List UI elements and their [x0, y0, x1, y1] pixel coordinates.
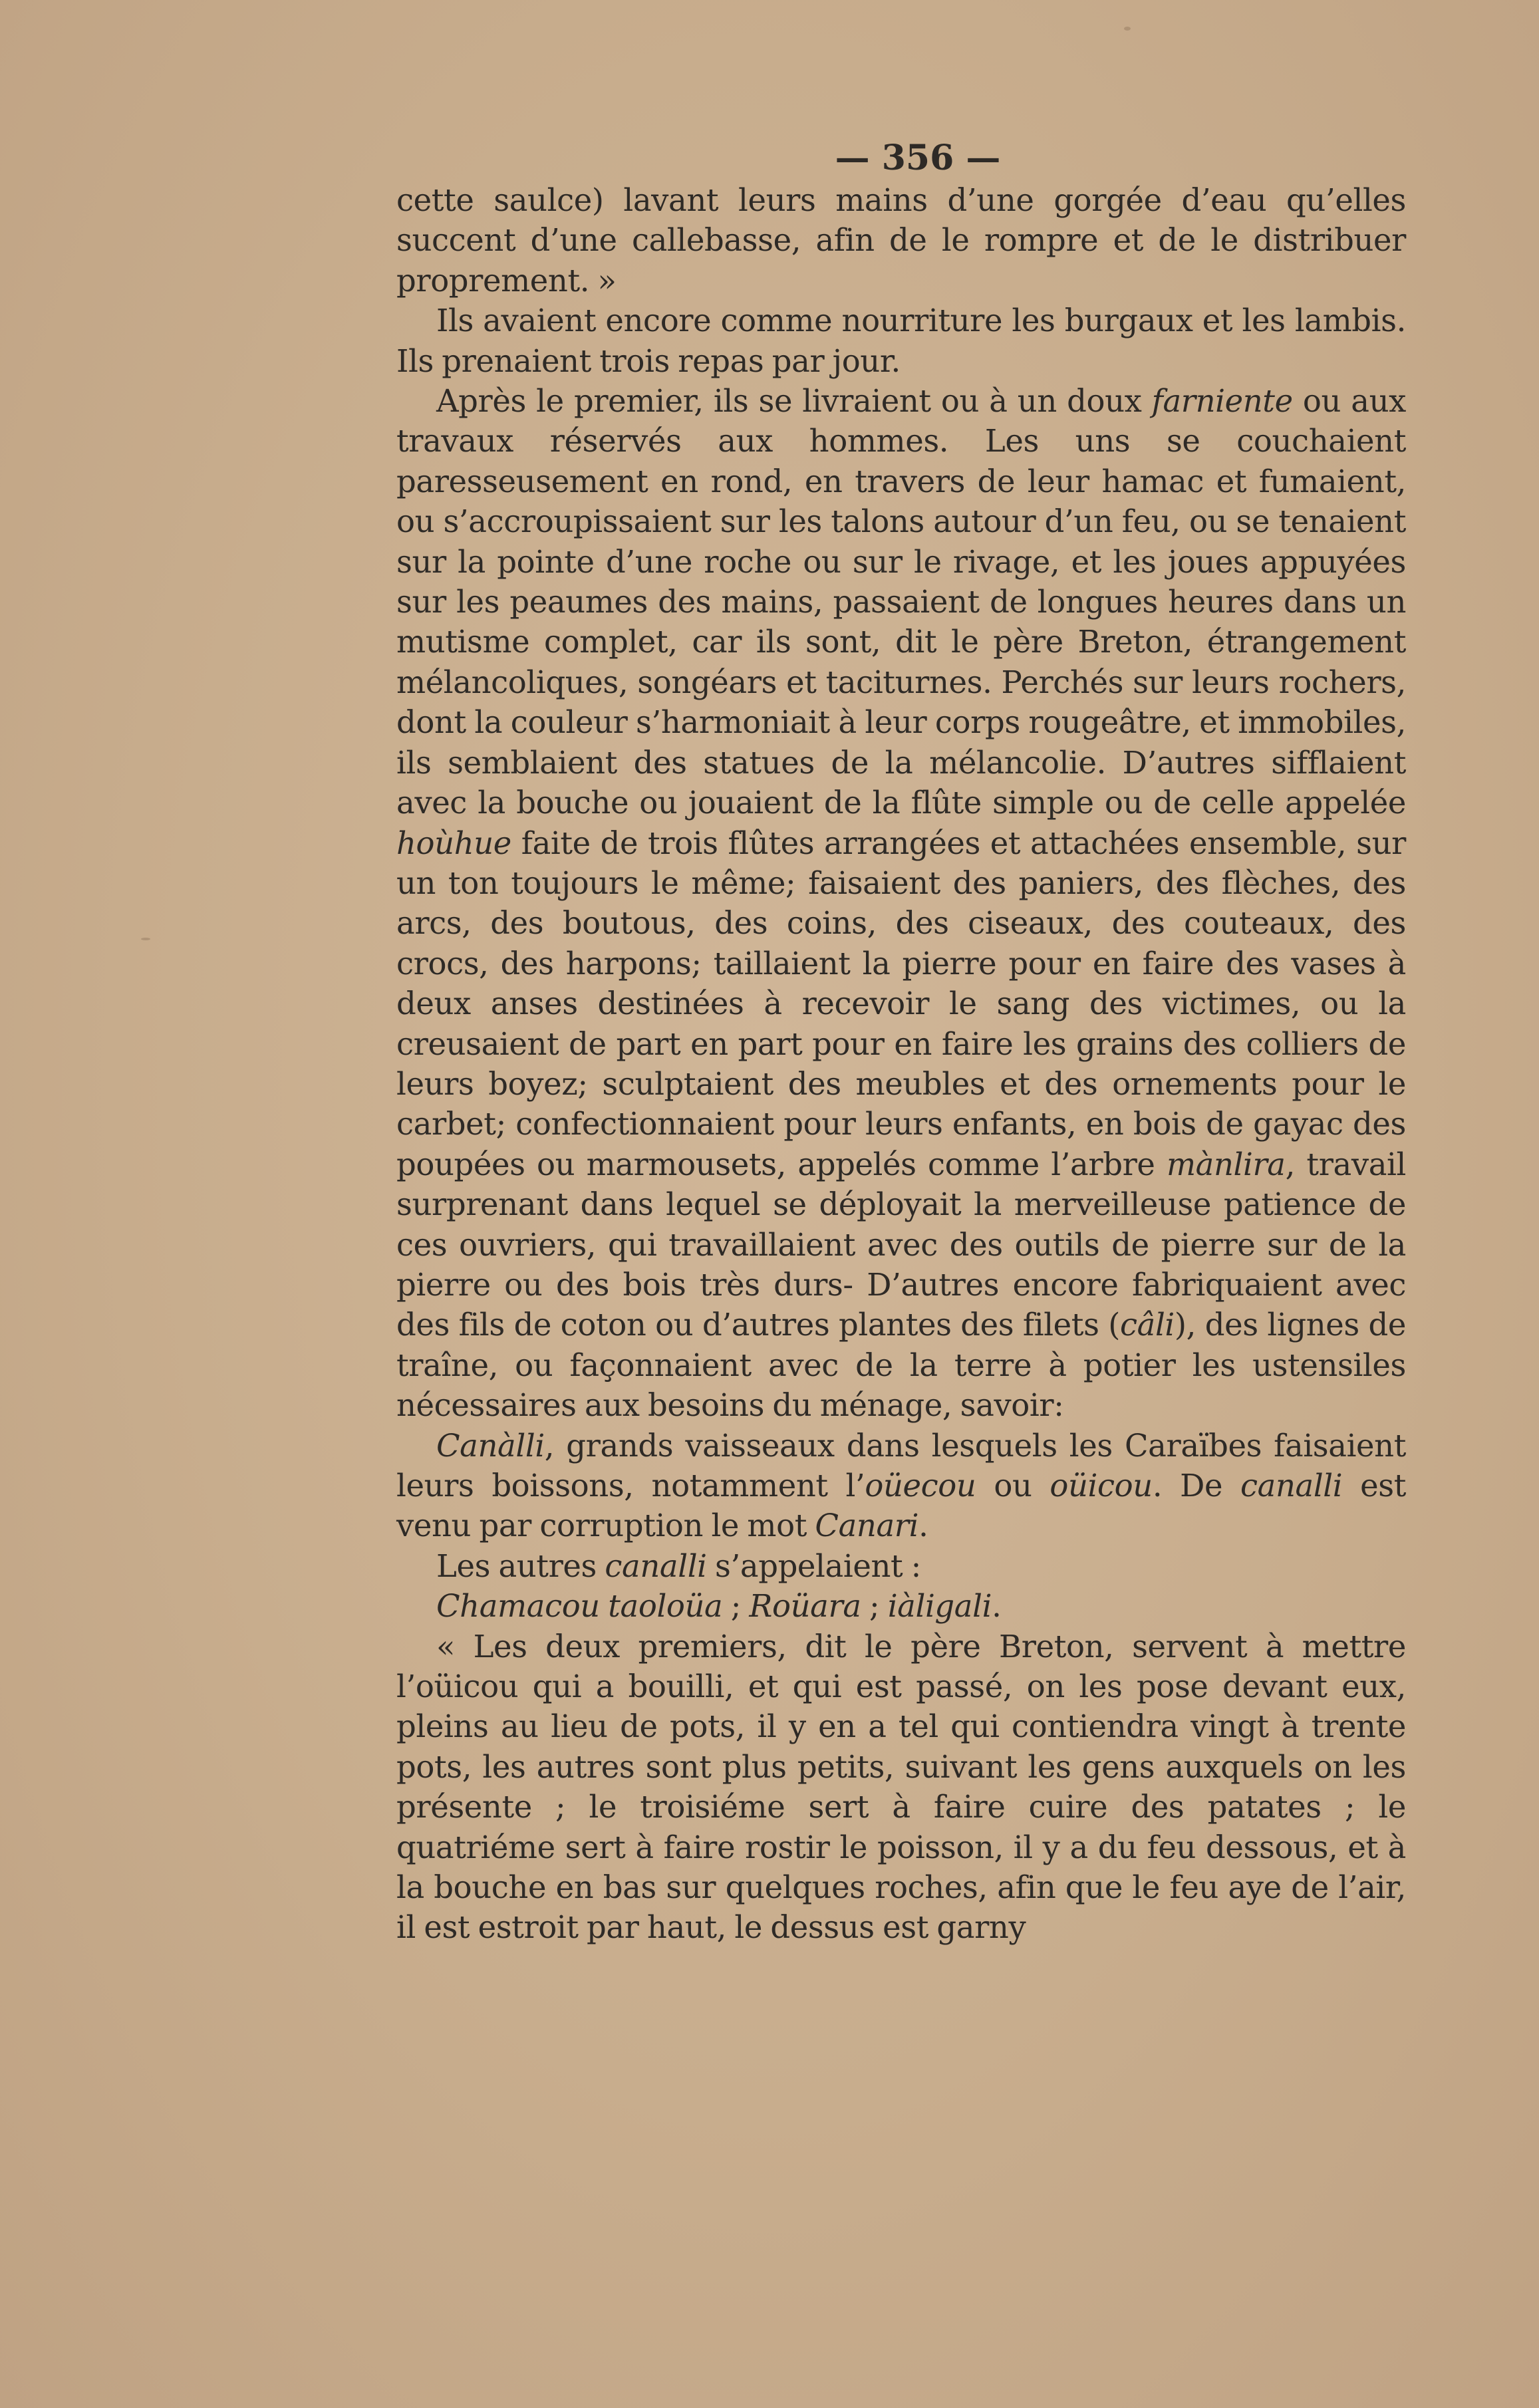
paragraph-p3: [396, 381, 1406, 1426]
paragraph-p2: [396, 301, 1406, 381]
italic-term: Chamacou taoloüa: [436, 1588, 723, 1625]
text-run: ;: [861, 1588, 888, 1625]
italic-term: oüicou: [1049, 1468, 1153, 1504]
paragraph-p7: [396, 1627, 1406, 1948]
italic-term: iàligali: [887, 1588, 992, 1625]
text-run: est venu par corruption le mot: [396, 1468, 1407, 1544]
italic-term: mànlira: [1166, 1146, 1286, 1182]
paragraph-p6: [396, 1586, 1406, 1626]
text-run: ), des lignes de traîne, ou façonnaient avec de la terre à potier les ustensiles nécessaires aux besoins du ménage, savoir:: [396, 1307, 1407, 1424]
text-run: « Les deux premiers, dit le père Breton, servent à mettre l’oüicou qui a bouilli, et qui est passé, on les pose devant eux, pleins au lieu de pots, il y en a tel qui contiendra vingt à trente pots, les autres sont plus petits, suivant les gens auxquels on les présente ; le troisiéme sert à faire cuire des patates ; le quatriéme sert à faire rostir le poisson, il y a du feu dessous, et à la bouche en bas sur quelques roches, afin que le feu aye de l’air, il est estroit par haut, le dessus est garny: [396, 1628, 1406, 1946]
italic-term: farniente: [1151, 383, 1293, 420]
italic-term: Roüara: [749, 1588, 861, 1625]
italic-term: Canàlli: [436, 1427, 545, 1464]
text-run: ou aux travaux réservés aux hommes. Les uns se couchaient paresseusement en rond, en travers de leur hamac et fumaient, ou s’accroupissaient sur les talons autour d’un feu, ou se tenaient sur la pointe d’une roche ou sur le rivage, et les joues appuyées sur les peaumes des mains, passaient de longues heures dans un mutisme complet, car ils sont, dit le père Breton, étrangement mélancoliques, songéars et taciturnes. Perchés sur leurs rochers, dont la couleur s’harmoniait à leur corps rougeâtre, et immobiles, ils semblaient des statues de la mélancolie. D’autres sifflaient avec la bouche ou jouaient de la flûte simple ou de celle appelée: [396, 383, 1406, 821]
body-text: [396, 180, 1406, 1948]
text-run: cette saulce) lavant leurs mains d’une gorgée d’eau qu’elles succent d’une callebasse, afin de le rompre et de le distribuer proprement. »: [396, 182, 1406, 299]
paragraph-p1: [396, 180, 1406, 301]
text-run: .: [918, 1508, 928, 1544]
paper-speck: [141, 938, 150, 940]
text-run: Après le premier, ils se livraient ou à un doux: [436, 383, 1152, 420]
text-run: .: [992, 1588, 1002, 1625]
text-run: Ils avaient encore comme nourriture les burgaux et les lambis. Ils prenaient trois repas par jour.: [396, 303, 1406, 379]
italic-term: canalli: [605, 1547, 707, 1584]
text-run: faite de trois flûtes arrangées et attachées ensemble, sur un ton toujours le même; faisaient des paniers, des flèches, des arcs, des boutous, des coins, des ciseaux, des couteaux, des crocs, des harpons; taillaient la pierre pour en faire des vases à deux anses destinées à recevoir le sang des victimes, ou la creusaient de part en part pour en faire les grains des colliers de leurs boyez; sculptaient des meubles et des ornements pour le carbet; confectionnaient pour leurs enfants, en bois de gayac des poupées ou marmousets, appelés comme l’arbre: [396, 825, 1406, 1182]
italic-term: hoùhue: [396, 825, 511, 861]
text-run: ou: [976, 1468, 1050, 1504]
italic-term: oüecou: [865, 1468, 976, 1504]
text-run: , travail surprenant dans lequel se déployait la merveilleuse patience de ces ouvriers, qui travaillaient avec des outils de pierre sur de la pierre ou des bois très durs- D’autres encore fabriquaient avec des fils de coton ou d’autres plantes des filets (: [396, 1146, 1407, 1343]
paragraph-p5: [396, 1546, 1406, 1586]
text-run: , grands vaisseaux dans lesquels les Caraïbes faisaient leurs boissons, notamment l’: [396, 1427, 1406, 1504]
paragraph-p4: [396, 1426, 1406, 1546]
book-page: [396, 136, 1406, 1948]
text-run: ;: [722, 1588, 750, 1625]
text-run: . De: [1152, 1468, 1240, 1504]
paper-speck: [1124, 27, 1131, 31]
italic-term: canalli: [1240, 1468, 1343, 1504]
text-run: Les autres: [436, 1547, 605, 1584]
italic-term: Canari: [815, 1508, 919, 1544]
page-number: — 356 —: [835, 138, 1001, 178]
text-run: s’appelaient :: [706, 1547, 921, 1584]
italic-term: câli: [1119, 1307, 1175, 1343]
